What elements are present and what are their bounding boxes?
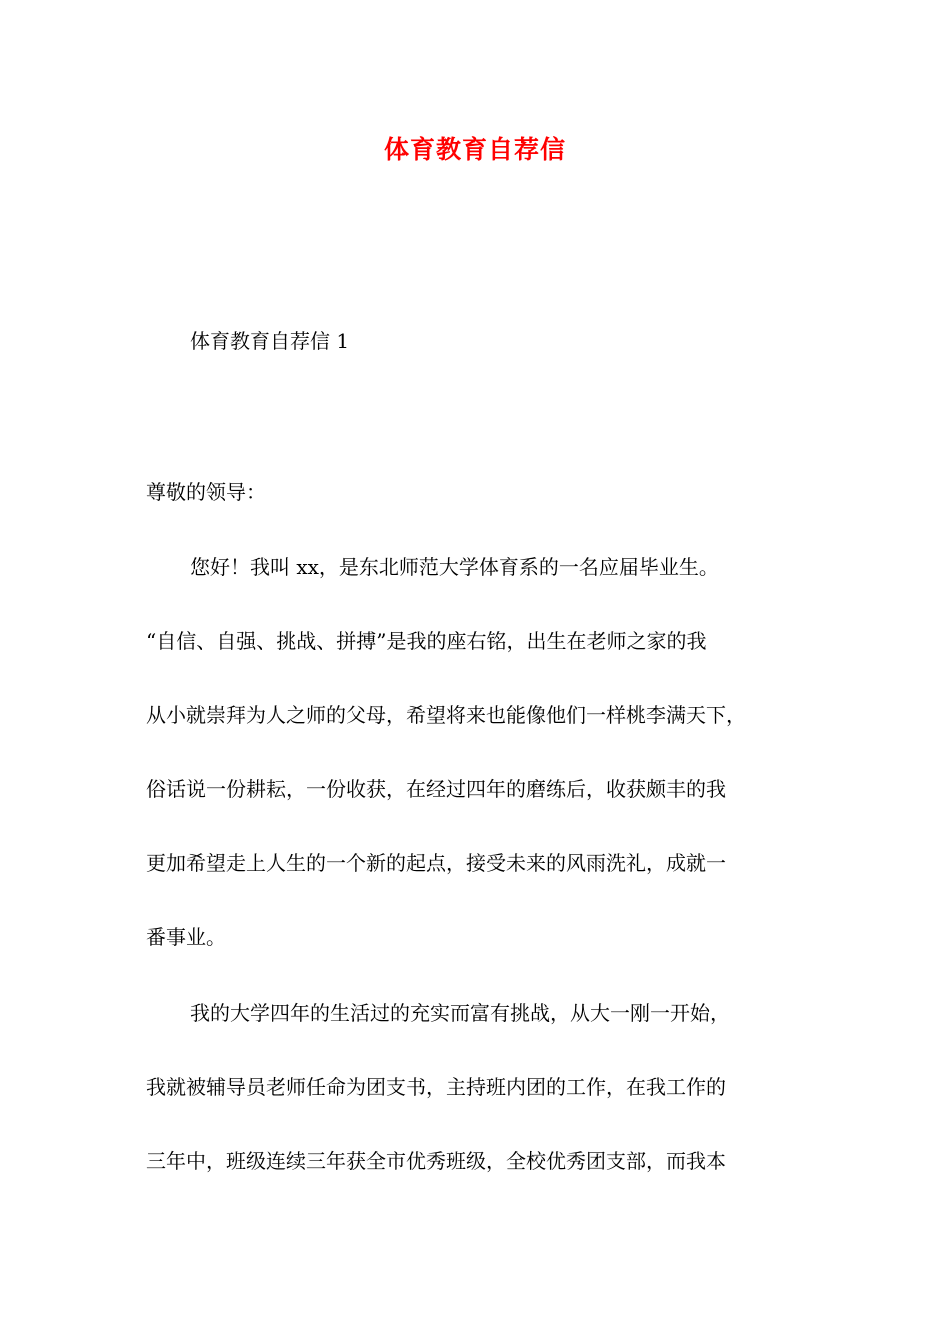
salutation: 尊敬的领导： (146, 480, 266, 504)
paragraph-1-line: 更加希望走上人生的一个新的起点，接受未来的风雨洗礼，成就一 (146, 851, 726, 875)
paragraph-1-line: 俗话说一份耕耘，一份收获，在经过四年的磨练后，收获颇丰的我 (146, 777, 726, 801)
paragraph-1-line: 番事业。 (146, 925, 226, 949)
letter-subtitle: 体育教育自荐信 1 (190, 329, 350, 353)
paragraph-1-line: 从小就崇拜为人之师的父母，希望将来也能像他们一样桃李满天下， (146, 703, 746, 727)
paragraph-2-line: 我就被辅导员老师任命为团支书，主持班内团的工作，在我工作的 (146, 1075, 726, 1099)
paragraph-1-line: “自信、自强、挑战、拼搏”是我的座右铭，出生在老师之家的我 (146, 629, 707, 653)
paragraph-2-line: 三年中，班级连续三年获全市优秀班级，全校优秀团支部，而我本 (146, 1149, 726, 1173)
paragraph-2-line: 我的大学四年的生活过的充实而富有挑战，从大一刚一开始， (190, 1001, 730, 1025)
paragraph-1-line: 您好！我叫 xx，是东北师范大学体育系的一名应届毕业生。 (190, 555, 719, 579)
document-title: 体育教育自荐信 (383, 135, 566, 164)
